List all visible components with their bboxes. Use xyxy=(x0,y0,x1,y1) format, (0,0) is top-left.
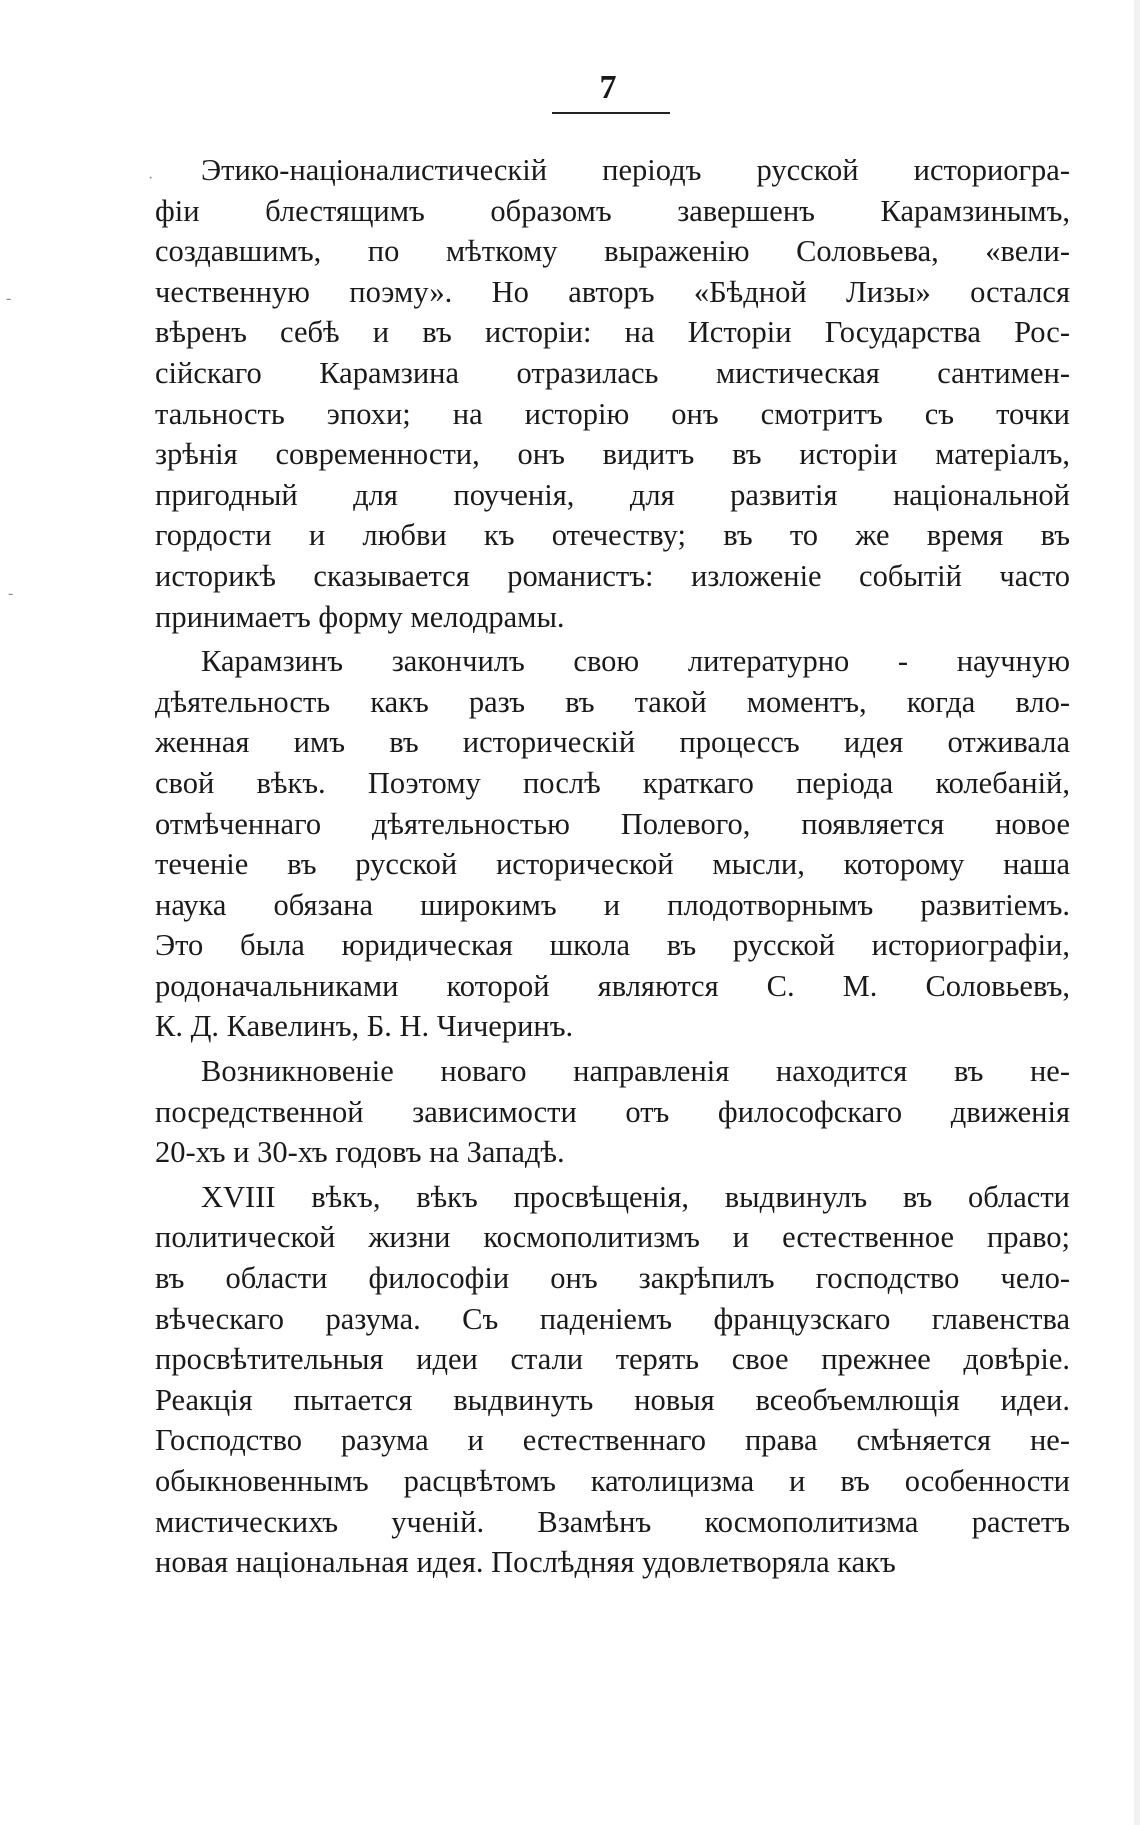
text-line: Реакція пытается выдвинуть новыя всеобъемлющія идеи. xyxy=(155,1382,1070,1417)
text-line: политической жизни космополитизмъ и естественное право; xyxy=(155,1220,1070,1255)
text-line: вѣческаго разума. Съ паденіемъ французскаго главенства xyxy=(155,1301,1070,1336)
page-edge-shadow xyxy=(1134,0,1140,1825)
text-line: родоначальниками которой являются С. М. Соловьевъ, xyxy=(155,968,1070,1003)
text-line: теченіе въ русской исторической мысли, которому наша xyxy=(155,847,1070,882)
text-line: зрѣнія современности, онъ видитъ въ исторіи матеріалъ, xyxy=(155,437,1070,472)
text-line: сійскаго Карамзина отразилась мистическая сантимен- xyxy=(155,355,1070,390)
text-line: историкѣ сказывается романистъ: изложеніе событій часто xyxy=(155,558,1070,593)
paragraph xyxy=(155,150,1070,637)
text-line: мистическихъ ученій. Взамѣнъ космополитизма растетъ xyxy=(155,1504,1070,1539)
paragraph xyxy=(155,641,1070,1047)
text-line: наука обязана широкимъ и плодотворнымъ развитіемъ. xyxy=(155,887,1070,922)
paragraph xyxy=(155,1051,1070,1173)
text-line: обыкновеннымъ расцвѣтомъ католицизма и въ особенности xyxy=(155,1464,1070,1498)
text-line: свой вѣкъ. Поэтому послѣ краткаго періода колебаній, xyxy=(155,765,1070,800)
text-line: 20-хъ и 30-хъ годовъ на Западѣ. xyxy=(155,1135,565,1170)
text-line: Карамзинъ закончилъ свою литературно - научную xyxy=(201,644,1070,679)
header-rule xyxy=(552,112,670,114)
text-line: посредственной зависимости отъ философскаго движенія xyxy=(155,1094,1070,1129)
text-line: отмѣченнаго дѣятельностью Полевого, появляется новое xyxy=(155,806,1070,841)
margin-dash: - xyxy=(8,585,14,602)
text-line: новая національная идея. Послѣдняя удовлетворяла какъ xyxy=(155,1545,896,1580)
margin-dash: - xyxy=(6,290,12,307)
text-line: XVIII вѣкъ, вѣкъ просвѣщенія, выдвинулъ въ области xyxy=(201,1179,1070,1214)
text-line: Возникновеніе новаго направленія находится въ не- xyxy=(201,1054,1070,1089)
text-line: просвѣтительныя идеи стали терять свое прежнее довѣріе. xyxy=(155,1342,1070,1377)
text-line: принимаетъ форму мелодрамы. xyxy=(155,599,565,634)
text-line: пригодный для поученія, для развитія національной xyxy=(155,477,1070,512)
text-line: Этико-націоналистическій періодъ русской историогра- xyxy=(201,153,1070,187)
text-line: вѣренъ себѣ и въ исторіи: на Исторіи Государства Рос- xyxy=(155,315,1070,350)
text-line: Это была юридическая школа въ русской историографіи, xyxy=(155,928,1070,963)
body-text xyxy=(155,150,1070,1583)
text-line: женная имъ въ историческій процессъ идея отживала xyxy=(155,725,1070,760)
text-line: фіи блестящимъ образомъ завершенъ Карамзинымъ, xyxy=(155,193,1070,228)
text-line: Господство разума и естественнаго права смѣняется не- xyxy=(155,1423,1070,1458)
text-line: дѣятельность какъ разъ въ такой моментъ, когда вло- xyxy=(155,684,1070,719)
text-line: гордости и любви къ отечеству; въ то же время въ xyxy=(155,518,1070,553)
page-number: 7 xyxy=(599,69,617,106)
text-line: тальность эпохи; на исторію онъ смотритъ съ точки xyxy=(155,396,1070,431)
text-line: чественную поэму». Но авторъ «Бѣдной Лизы» остался xyxy=(155,274,1070,309)
text-line: создавшимъ, по мѣткому выраженію Соловьева, «вели- xyxy=(155,234,1070,269)
text-line: К. Д. Кавелинъ, Б. Н. Чичеринъ. xyxy=(155,1009,574,1044)
margin-dot: · xyxy=(148,170,154,187)
paragraph xyxy=(155,1177,1070,1583)
text-line: въ области философіи онъ закрѣпилъ господство чело- xyxy=(155,1261,1070,1296)
